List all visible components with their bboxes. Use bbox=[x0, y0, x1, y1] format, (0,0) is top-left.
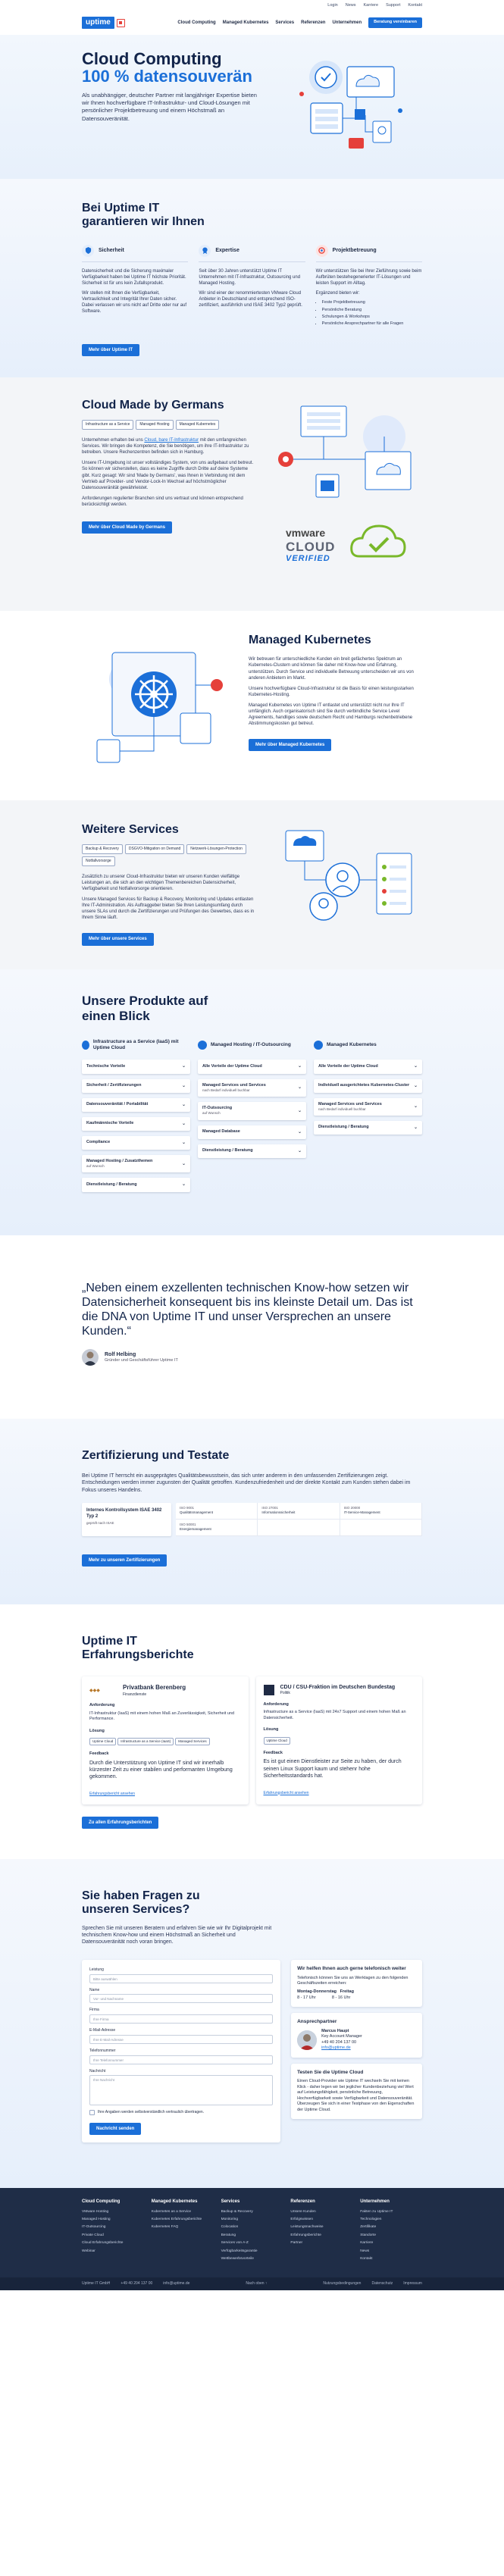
card-requirement: IT-Infrastruktur (IaaS) mit einem hohen Maß an Zuverlässigkeit, Sicherheit und Performance. bbox=[89, 1711, 235, 1722]
product-head-hosting: Managed Hosting / IT-Outsourcing bbox=[211, 1042, 291, 1048]
card-h-requirement: Anforderung bbox=[263, 1702, 289, 1707]
card-link[interactable]: Erfahrungsbericht ansehen bbox=[89, 1791, 136, 1796]
product-row[interactable] bbox=[82, 1178, 190, 1191]
product-row-label: Managed Services und Services bbox=[318, 1101, 382, 1106]
top-link-kontakt[interactable]: Kontakt bbox=[408, 3, 422, 8]
footer-link[interactable]: Standorte bbox=[360, 2233, 376, 2237]
footer-heading: Referenzen bbox=[290, 2199, 315, 2205]
phone-card bbox=[291, 1960, 422, 2007]
product-row-label: Sicherheit / Zertifizierungen bbox=[86, 1082, 142, 1088]
guarantee-col-project bbox=[316, 245, 422, 329]
cert-code: ISO 9001 bbox=[180, 1505, 195, 1510]
business-days: Montag-Donnerstag Freitag bbox=[297, 1989, 354, 1995]
exp-title: Uptime IT Erfahrungsberichte bbox=[82, 1635, 194, 1662]
chevron-down-icon: ⌄ bbox=[297, 1129, 302, 1135]
product-row[interactable] bbox=[314, 1098, 422, 1116]
product-row[interactable] bbox=[82, 1155, 190, 1172]
cert-code: ISO 27001 bbox=[261, 1505, 278, 1510]
logo-text: uptime bbox=[82, 17, 114, 29]
avatar bbox=[82, 1349, 99, 1366]
hero-title-line2: 100 % datensouverän bbox=[82, 67, 252, 86]
card-h-solution: Lösung bbox=[263, 1727, 279, 1732]
datacenter-illustration bbox=[271, 399, 422, 512]
services-p1: Zusätzlich zu unserer Cloud-Infrastruktur bieten wir unseren Kunden vielfältige Leistungen an, die sich an den wichtigen Themenbereichen Datensicherheit, Verfügbarkeit und Notfallvorsorge orientieren. bbox=[82, 874, 240, 892]
vmware-verified: VERIFIED bbox=[286, 553, 330, 563]
chevron-down-icon: ⌄ bbox=[297, 1108, 302, 1113]
footer-link[interactable]: Leistungsnachweise bbox=[290, 2225, 324, 2230]
guarantee-head-security: Sicherheit bbox=[99, 248, 124, 254]
field-label: Firma bbox=[89, 2008, 99, 2013]
chevron-down-icon: ⌄ bbox=[181, 1102, 186, 1107]
footer-col-unternehmen bbox=[360, 2199, 422, 2265]
guarantee-security-p1: Datensicherheit und die Sicherung maximaler Verfügbarkeit haben bei Uptime IT höchste Priorität. Sicherheit ist für uns kein Zufallsprodukt. bbox=[82, 268, 186, 286]
logo-mark-icon bbox=[117, 19, 125, 27]
made-p3: Anforderungen regulierter Branchen sind uns vertraut und können entsprechend berücksichtigt werden. bbox=[82, 496, 243, 507]
imprint-link[interactable]: Impressum bbox=[403, 2280, 422, 2286]
product-row-label: Dienstleistung / Beratung bbox=[86, 1182, 137, 1187]
footer-link[interactable]: Zertifikate bbox=[360, 2225, 377, 2230]
field-label: Telefonnummer bbox=[89, 2048, 116, 2053]
guarantee-title: Bei Uptime IT garantieren wir Ihnen bbox=[82, 202, 205, 229]
more-made-by-germans-button[interactable]: Mehr über Cloud Made by Germans bbox=[82, 521, 172, 534]
footer-link[interactable]: Kubernetes FAQ bbox=[151, 2225, 179, 2230]
footer-link[interactable]: Backup & Recovery bbox=[221, 2209, 253, 2214]
guarantee-head-expertise: Expertise bbox=[215, 248, 239, 254]
product-row[interactable] bbox=[82, 1060, 190, 1073]
footer-link[interactable]: Verfügbarkeitsgarantie bbox=[221, 2249, 258, 2253]
product-row[interactable] bbox=[314, 1121, 422, 1135]
certifications-section bbox=[0, 1419, 504, 1604]
cert-isae-sub: geprüft nach ISAE bbox=[86, 1521, 114, 1526]
tag-managed-hosting[interactable]: Managed Hosting bbox=[136, 420, 173, 430]
card-h-requirement: Anforderung bbox=[89, 1703, 115, 1708]
cert-empty bbox=[340, 1520, 422, 1536]
product-row-label: Managed Hosting / Zusatzthemen bbox=[86, 1158, 153, 1163]
nav-unternehmen[interactable]: Unternehmen bbox=[332, 20, 362, 25]
more-about-uptime-button[interactable]: Mehr über Uptime IT bbox=[82, 344, 139, 356]
chevron-down-icon: ⌄ bbox=[413, 1083, 418, 1088]
footer-link[interactable]: Monitoring bbox=[221, 2217, 238, 2221]
k8s-p1: Wir betreuen für unterschiedliche Kunden ein breit gefächertes Spektrum an Kubernetes-Clustern und können Sie daher mit Know-how und Erfahrung, unterstützen. Durch Service und individuelle Betreuung unterscheiden wir uns von anderen Anbietern im Markt. bbox=[249, 657, 414, 681]
vmware-text: vmware bbox=[286, 526, 326, 539]
product-row-label: Alle Vorteile der Uptime Cloud bbox=[318, 1063, 378, 1069]
made-p1 bbox=[82, 437, 255, 455]
footer-link[interactable]: IT-Outsourcing bbox=[82, 2225, 106, 2230]
email-input[interactable]: Ihre E-Mail-Adresse bbox=[89, 2035, 273, 2044]
shield-icon bbox=[82, 245, 94, 257]
product-row-label: Dienstleistung / Beratung bbox=[318, 1125, 369, 1130]
company-name: Uptime IT GmbH bbox=[82, 2280, 111, 2286]
cloud-network-illustration bbox=[296, 49, 409, 162]
product-row-sub: nach Bedarf individuell buchbar bbox=[318, 1107, 366, 1112]
footer-link[interactable]: Partner bbox=[290, 2241, 303, 2246]
product-row-sub: nach Bedarf individuell buchbar bbox=[202, 1088, 250, 1092]
tag-notfall[interactable]: Notfallvorsorge bbox=[82, 856, 115, 866]
footer-link[interactable]: Erfahrungsberichte bbox=[290, 2233, 321, 2237]
nav-services[interactable]: Services bbox=[275, 20, 295, 25]
tag-dsgvo[interactable]: DSGVO-Mitigation on Demand bbox=[125, 844, 184, 854]
product-row-label: Alle Vorteile der Uptime Cloud bbox=[202, 1063, 262, 1069]
product-row[interactable] bbox=[198, 1125, 306, 1139]
top-link-news[interactable]: News bbox=[345, 3, 356, 8]
footer-heading: Services bbox=[221, 2199, 240, 2205]
top-link-support[interactable]: Support bbox=[386, 3, 401, 8]
footer-link[interactable]: Technologien bbox=[360, 2217, 382, 2221]
phone-card-title: Wir helfen Ihnen auch gerne telefonisch weiter bbox=[297, 1965, 406, 1971]
person-card bbox=[291, 2013, 422, 2057]
card-h-solution: Lösung bbox=[89, 1728, 105, 1733]
card-org: CDU / CSU-Fraktion im Deutschen Bundestag bbox=[280, 1684, 396, 1690]
phone-card-text: Telefonisch können Sie uns an Werktagen zu den folgenden Geschäftszeiten erreichen: bbox=[297, 1975, 409, 1986]
person-role: Key Account Manager bbox=[321, 2034, 362, 2039]
cert-iso50001 bbox=[176, 1520, 258, 1536]
cdu-logo bbox=[264, 1685, 274, 1695]
product-col-iaas bbox=[82, 1037, 190, 1197]
services-title: Weitere Services bbox=[82, 822, 179, 836]
product-row-sub: auf Wunsch bbox=[86, 1164, 105, 1169]
product-row-label: IT-Outsourcing bbox=[202, 1106, 233, 1111]
made-title: Cloud Made by Germans bbox=[82, 398, 224, 412]
cert-label: IT-Service-Management bbox=[343, 1510, 380, 1515]
vmware-verified-badge bbox=[286, 526, 335, 565]
product-col-hosting bbox=[198, 1037, 306, 1197]
nav-referenzen[interactable]: Referenzen bbox=[301, 20, 326, 25]
product-col-kubernetes bbox=[314, 1037, 422, 1197]
person-phone[interactable]: +49 40 204 137 00 bbox=[321, 2039, 357, 2045]
quote-text: „Neben einem exzellenten technischen Know-how setzen wir Datensicherheit konsequent bis ins kleinste Detail um. Das ist die DNA von Uptime IT und unser Versprechen an unsere Kunden.“ bbox=[82, 1281, 413, 1338]
top-links bbox=[0, 0, 504, 11]
list-item: • Schulungen & Workshops bbox=[322, 315, 422, 320]
solution-pill: Managed Services bbox=[175, 1738, 209, 1745]
experience-card-cdu bbox=[256, 1676, 423, 1804]
field-label: Leistung bbox=[89, 1967, 104, 1972]
chevron-down-icon: ⌄ bbox=[181, 1083, 186, 1088]
card-feedback: Durch die Unterstützung von Uptime IT sind wir innerhalb kürzester Zeit zu einer stabilen und performanten Umgebung gekommen. bbox=[89, 1760, 233, 1780]
product-row-label: Kaufmännische Vorteile bbox=[86, 1121, 134, 1126]
guarantee-section bbox=[0, 179, 504, 377]
guarantee-project-p2: Ergänzend bieten wir: bbox=[315, 291, 360, 296]
footer-link[interactable]: Managed Hosting bbox=[82, 2217, 111, 2221]
certs-title: Zertifizierung und Testate bbox=[82, 1449, 230, 1463]
chevron-down-icon: ⌄ bbox=[297, 1148, 302, 1153]
menu bbox=[177, 17, 422, 27]
tag-protection[interactable]: Netzwerk-Lösungen-Protection bbox=[186, 844, 246, 854]
services-p2: Unsere Managed Services für Backup & Recovery, Monitoring und Updates entlasten Ihre IT-Administration. Als Auftraggeber bieten Sie Ihren Leistungsumfang durch unsere SLAs und durch die Zertifizierungen und Prüfungen des Gewerbes, dass es in Ihrem Sinne läuft. bbox=[82, 897, 255, 921]
top-link-login[interactable]: Login bbox=[327, 3, 338, 8]
cert-label: Energiemanagement bbox=[180, 1527, 211, 1532]
made-inline-link[interactable]: Cloud, bare IT-Infrastruktur bbox=[144, 438, 199, 443]
badge-icon bbox=[199, 245, 211, 257]
footer-link[interactable]: Fakten zu Uptime IT bbox=[360, 2209, 393, 2214]
footer-link[interactable]: Kubernetes as a Service bbox=[151, 2209, 192, 2214]
cert-code: ISO 50001 bbox=[180, 1522, 196, 1526]
contact-title: Sie haben Fragen zu unseren Services? bbox=[82, 1889, 200, 1917]
phone-input[interactable]: Ihre Telefonnummer bbox=[89, 2055, 273, 2064]
test-card-text: Einen Cloud-Provider wie Uptime IT wechseln Sie mit keinen Klick - daher legen wir bei jeglicher Kundenbeziehung viel Wert auf Leistungsfähigkeit, persönliche Betreuung, Hochverfügbarkeit sowie Verfügbarkeit und Datensouveränität. Überzeugen Sie sich in einer Testphase von den Eigenschaften der Uptime Cloud. bbox=[297, 2079, 415, 2112]
product-row[interactable] bbox=[314, 1060, 422, 1073]
product-row-label: Dienstleistung / Beratung bbox=[202, 1147, 253, 1153]
footer-link[interactable]: Beratung bbox=[221, 2233, 236, 2237]
products-title: Unsere Produkte auf einen Blick bbox=[82, 994, 208, 1023]
chevron-down-icon: ⌄ bbox=[413, 1104, 418, 1110]
logo[interactable] bbox=[82, 17, 125, 29]
k8s-p3: Managed Kubernetes von Uptime IT entlastet und unterstützt nicht nur Ihre IT umfänglich. Auch organisatorisch sind Sie durch verbindliche Service Level Agreements, handliges sowie deutschem Recht und Hamburgs rechenbetriebene Abstimmungskosten gut betreut. bbox=[249, 703, 413, 727]
person-card-title: Ansprechpartner bbox=[297, 2019, 337, 2025]
card-h-feedback: Feedback bbox=[263, 1750, 283, 1755]
made-p2: Unsere IT-Umgebung ist unser vollständiges System, von uns aufgebaut und betreut. So können wir sicherstellen, dass es keine Zugriffe durch Dritte auf deine Systeme gibt. Kurz gesagt: Wir sind 'Made by Germans', was Ihnen in Verbindung mit dem Vertrieb auf Provider- und Vendor-Lock-In Wechsel auf höchstmöglicher Datensouveränität gewährleistet. bbox=[82, 461, 254, 490]
consent-label: Ihre Angaben werden selbstverständlich vertraulich übertragen. bbox=[98, 2110, 205, 2115]
product-row-label: Technische Vorteile bbox=[86, 1063, 126, 1069]
k8s-title: Managed Kubernetes bbox=[249, 633, 371, 646]
guarantee-expertise-p1: Seit über 30 Jahren unterstützt Uptime IT Unternehmen mit IT-Infrastruktur, Outsourcing und Managed Hosting. bbox=[199, 268, 301, 286]
footer-link[interactable]: Kontakt bbox=[360, 2257, 373, 2261]
footer-col-cloud bbox=[82, 2199, 144, 2265]
cert-iso27001 bbox=[258, 1503, 340, 1520]
footer-heading: Cloud Computing bbox=[82, 2199, 121, 2205]
guarantee-col-security bbox=[82, 245, 188, 329]
quote-author bbox=[82, 1349, 422, 1366]
card-requirement: Infrastructure as a Service (IaaS) mit 24x7 Support und einem hohen Maß an Datensicherheit. bbox=[263, 1710, 406, 1720]
contact-text: Sprechen Sie mit unseren Beratern und erfahren Sie wie wir Ihr Digitalprojekt mit technischem Know-how und einem Höchstmaß an Sicherheit und Datensouveränität noch voran bringen. bbox=[82, 1925, 272, 1945]
footer-phone[interactable]: +49 40 204 137 00 bbox=[121, 2280, 153, 2286]
cert-iso20000 bbox=[340, 1503, 422, 1520]
person-name: Marcus Haupt bbox=[321, 2029, 349, 2034]
cert-label: Qualitätsmanagement bbox=[180, 1510, 214, 1515]
product-row-sub: auf Wunsch bbox=[202, 1111, 221, 1116]
product-row[interactable] bbox=[82, 1117, 190, 1131]
tag-backup[interactable]: Backup & Recovery bbox=[82, 844, 123, 854]
footer-bottom-bar bbox=[0, 2277, 504, 2290]
test-card-title: Testen Sie die Uptime Cloud bbox=[297, 2069, 364, 2075]
made-p1-start: Unternehmen erhalten bei uns bbox=[82, 438, 143, 443]
quote-author-name: Rolf Helbing bbox=[105, 1351, 136, 1357]
services-section bbox=[0, 800, 504, 969]
submit-button[interactable]: Nachricht senden bbox=[89, 2123, 141, 2135]
hero bbox=[0, 35, 504, 179]
footer-heading: Unternehmen bbox=[360, 2199, 390, 2205]
chevron-down-icon: ⌄ bbox=[413, 1125, 418, 1131]
avatar bbox=[297, 2030, 317, 2050]
services-illustration bbox=[271, 823, 422, 944]
name-input[interactable]: Vor- und Nachname bbox=[89, 1994, 273, 2003]
guarantee-project-p1: Wir unterstützen Sie bei Ihrer Zieführung sowie beim Aufbrüten bestehegenerierter IT-Lösungen und leisten Support im Alltag. bbox=[315, 268, 422, 286]
firma-input[interactable]: Ihre Firma bbox=[89, 2014, 273, 2024]
card-link[interactable]: Erfahrungsbericht ansehen bbox=[263, 1790, 309, 1795]
certs-grid bbox=[82, 1503, 422, 1536]
card-org: Privatbank Berenberg bbox=[123, 1683, 186, 1691]
vmware-cloud: CLOUD bbox=[286, 539, 336, 554]
message-textarea[interactable]: Ihre Nachricht bbox=[89, 2075, 273, 2105]
kubernetes-section bbox=[0, 611, 504, 800]
product-row[interactable] bbox=[198, 1144, 306, 1158]
kubernetes-illustration bbox=[82, 634, 233, 778]
hero-title-line1: Cloud Computing bbox=[82, 49, 222, 68]
product-row-label: Managed Database bbox=[202, 1128, 240, 1134]
tag-iaas[interactable]: Infrastructure as a Service bbox=[82, 420, 133, 430]
privacy-link[interactable]: Datenschutz bbox=[371, 2280, 393, 2286]
cloud-icon bbox=[82, 1041, 89, 1050]
chevron-down-icon: ⌄ bbox=[181, 1140, 186, 1145]
cert-isae-title: Internes Kontrollsystem ISAE 3402 Typ 2 bbox=[86, 1507, 162, 1520]
chevron-down-icon: ⌄ bbox=[413, 1064, 418, 1069]
footer-col-referenzen bbox=[290, 2199, 352, 2265]
footer-link[interactable]: Kubernetes Erfahrungsberichte bbox=[151, 2217, 202, 2221]
person-email[interactable]: info@uptime.de bbox=[321, 2045, 351, 2051]
chevron-down-icon: ⌄ bbox=[297, 1085, 302, 1091]
kubernetes-icon bbox=[314, 1041, 323, 1050]
experience-card-berenberg bbox=[82, 1676, 249, 1804]
contact-section bbox=[0, 1859, 504, 2189]
nav-cloud-computing[interactable]: Cloud Computing bbox=[177, 20, 216, 25]
all-experiences-button[interactable]: Zu allen Erfahrungsberichten bbox=[82, 1817, 158, 1829]
list-item: • Persönliche Beratung bbox=[322, 308, 422, 313]
card-sub: Politik bbox=[280, 1691, 290, 1696]
chevron-down-icon: ⌄ bbox=[181, 1182, 186, 1188]
footer-link[interactable]: Erfolgswissen bbox=[290, 2217, 313, 2221]
product-row[interactable] bbox=[82, 1079, 190, 1093]
footer-col-services bbox=[221, 2199, 283, 2265]
field-label: Nachricht bbox=[89, 2068, 106, 2074]
certs-text: Bei Uptime IT herrscht ein ausgeprägtes Qualitätsbewusstsein, das sich unter anderem in den umfassenden Zertifizierungen zeigt. Entscheidungen werden immer zugunsten der Qualität getroffen. Kundenzufriedenheit und der direkte Kontakt zum Kunden stehen dabei im Fokus unseres Handelns. bbox=[82, 1473, 411, 1493]
leistung-select[interactable]: Bitte auswählen bbox=[89, 1974, 273, 1983]
main-nav bbox=[0, 11, 504, 35]
list-item: • Persönliche Ansprechpartner für alle Fragen bbox=[322, 321, 422, 327]
guarantee-project-list bbox=[316, 300, 422, 327]
footer-link[interactable]: Colocation bbox=[221, 2225, 239, 2230]
solution-pill: Infrastructure as a Service (IaaS) bbox=[117, 1738, 174, 1745]
solution-pill: Uptime Cloud bbox=[89, 1738, 116, 1745]
guarantee-col-expertise bbox=[199, 245, 305, 329]
tag-managed-kubernetes[interactable]: Managed Kubernetes bbox=[176, 420, 220, 430]
footer-link[interactable]: Webinar bbox=[82, 2249, 95, 2253]
more-certs-button[interactable]: Mehr zu unseren Zertifizierungen bbox=[82, 1554, 167, 1567]
terms-link[interactable]: Nutzungsbedingungen bbox=[323, 2280, 362, 2286]
card-feedback: Es ist gut einen Dienstleister zur Seite zu haben, der durch seinen Linux Support kaum und stehenr hohe Sicherheitsstandards hat. bbox=[263, 1759, 402, 1779]
nav-managed-kubernetes[interactable]: Managed Kubernetes bbox=[222, 20, 269, 25]
made-p1-end: mit den umfangreichen Services. Wir bringen die Kompetenz, die Sie benötigen, um ihre IT-Infrastruktur zu betreiben. Unsere Rechenzentren befinden sich in Hamburg. bbox=[82, 438, 249, 455]
guarantee-expertise-p2: Wir sind einer der renommiertesten VMware Cloud Anbieter in Deutschland und entsprechend ISO-zertifiziert, ausführlich und ISAE 3402 Typ2 geprüft. bbox=[199, 291, 302, 308]
footer-link[interactable]: VMware Hosting bbox=[82, 2209, 109, 2214]
contact-form bbox=[82, 1960, 280, 2143]
footer-link[interactable]: Unsere Kunden bbox=[290, 2209, 316, 2214]
card-sub: Finanzdienste bbox=[123, 1692, 147, 1697]
berenberg-logo: ◆◆◆ bbox=[89, 1688, 100, 1693]
product-head-iaas: Infrastructure as a Service (IaaS) mit Uptime Cloud bbox=[92, 1038, 179, 1051]
footer-link[interactable]: Cloud Erfahrungsberichte bbox=[82, 2241, 124, 2246]
product-row[interactable] bbox=[82, 1098, 190, 1112]
guarantee-security-p2: Wir stellen mit Ihnen die Verfügbarkeit, Vertraulichkeit und Integrität Ihrer Daten sicher. Dabei verlassen wir uns nicht auf Dritte oder nur auf Software. bbox=[82, 291, 187, 315]
footer bbox=[0, 2188, 504, 2290]
hero-text: Als unabhängiger, deutscher Partner mit langjähriger Expertise bieten wir Ihnen hochverfügbare IT-Infrastruktur- und Cloud-Lösungen mit persönlicher Projektbetreuung und einem Höchstmaß an Datensouveränität. bbox=[82, 92, 257, 122]
business-hours: 8 - 17 Uhr 8 - 16 Uhr bbox=[297, 1995, 351, 2000]
server-icon bbox=[198, 1041, 207, 1050]
cert-iso9001 bbox=[176, 1503, 258, 1520]
field-label: Name bbox=[89, 1987, 100, 1992]
solution-pill: Uptime Cloud bbox=[264, 1737, 290, 1745]
product-row-label: Individuell ausgerichtetes Kubernetes-Cluster bbox=[318, 1082, 410, 1088]
more-services-button[interactable]: Mehr über unsere Services bbox=[82, 933, 154, 945]
made-by-germans-section bbox=[0, 377, 504, 611]
product-row-label: Datensouveränität / Portabilität bbox=[86, 1101, 149, 1106]
footer-link[interactable]: Services von A-Z bbox=[221, 2241, 249, 2246]
consent-checkbox[interactable] bbox=[89, 2110, 95, 2115]
footer-col-kubernetes bbox=[152, 2199, 214, 2265]
verified-cloud-icon bbox=[350, 520, 407, 565]
cert-isae bbox=[82, 1503, 171, 1536]
footer-link[interactable]: News bbox=[360, 2249, 370, 2253]
cert-empty bbox=[258, 1520, 340, 1536]
product-row[interactable] bbox=[82, 1136, 190, 1150]
cert-code: ISO 20000 bbox=[343, 1505, 361, 1510]
k8s-p2: Unsere hochverfügbare Cloud-Infrastruktur ist die Basis für einen leistungsstarken Kubernetes-Hosting. bbox=[249, 686, 414, 697]
experiences-section bbox=[0, 1604, 504, 1859]
product-head-kubernetes: Managed Kubernetes bbox=[327, 1042, 377, 1048]
guarantee-head-project: Projektbetreuung bbox=[332, 248, 377, 254]
footer-link[interactable]: Wettbewerbsvorteile bbox=[221, 2257, 254, 2261]
card-h-feedback: Feedback bbox=[89, 1751, 109, 1757]
product-row[interactable] bbox=[198, 1102, 306, 1119]
footer-link[interactable]: Private Cloud bbox=[82, 2233, 104, 2237]
chevron-down-icon: ⌄ bbox=[181, 1121, 186, 1126]
top-link-karriere[interactable]: Karriere bbox=[363, 3, 379, 8]
target-icon bbox=[316, 245, 328, 257]
product-row-label: Compliance bbox=[86, 1140, 111, 1145]
cert-label: Informationssicherheit bbox=[261, 1510, 296, 1515]
quote-section bbox=[0, 1235, 504, 1419]
footer-email[interactable]: info@uptime.de bbox=[163, 2280, 190, 2286]
product-row[interactable] bbox=[198, 1060, 306, 1073]
footer-link[interactable]: Karriere bbox=[360, 2241, 374, 2246]
list-item: • Feste Projektbetreuung bbox=[322, 300, 422, 305]
quote-author-role: Gründer und Geschäftsführer Uptime IT bbox=[105, 1358, 178, 1363]
chevron-down-icon: ⌄ bbox=[297, 1064, 302, 1069]
more-k8s-button[interactable]: Mehr über Managed Kubernetes bbox=[249, 739, 331, 751]
product-row[interactable] bbox=[314, 1079, 422, 1093]
products-section bbox=[0, 969, 504, 1235]
nav-cta-button[interactable]: Beratung vereinbaren bbox=[368, 17, 422, 27]
chevron-down-icon: ⌄ bbox=[181, 1064, 186, 1069]
chevron-down-icon: ⌄ bbox=[181, 1161, 186, 1166]
back-to-top-link[interactable]: Nach oben ↑ bbox=[246, 2280, 268, 2286]
product-row-label: Managed Services und Services bbox=[202, 1082, 266, 1088]
field-label: E-Mail-Adresse bbox=[89, 2028, 116, 2033]
product-row[interactable] bbox=[198, 1079, 306, 1097]
test-card bbox=[291, 2064, 422, 2119]
footer-heading: Managed Kubernetes bbox=[151, 2199, 198, 2205]
